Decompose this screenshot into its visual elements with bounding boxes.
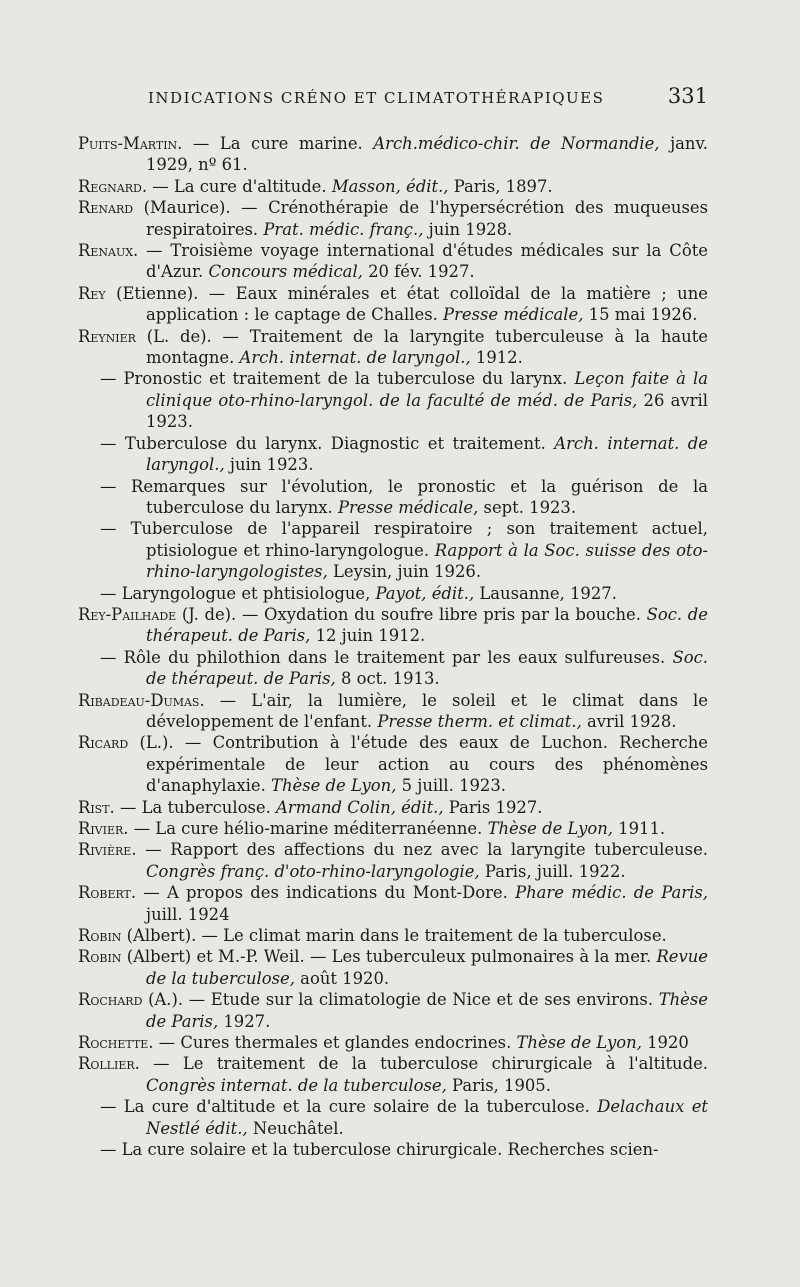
entry-details: juill. 1924 [146,904,230,924]
bibliography-entry [78,818,708,839]
entry-details: juin 1923. [224,455,314,475]
bibliography-entry [78,989,708,1032]
entry-author: Renard [78,198,134,218]
entry-details: 12 juin 1912. [310,626,426,646]
entry-source: Thèse de Paris, [146,990,708,1031]
entry-source: Payot, édit., [375,583,475,603]
entry-author: Renaux. [78,241,139,261]
entry-source: Soc. de thérapeut. de Paris, [146,647,708,689]
entry-details: 20 fév. 1927. [362,262,475,282]
entry-source: Delachaux et Nestlé édit., [146,1097,708,1138]
bibliography-entry [78,283,708,326]
entry-text: — Cures thermales et glandes endocrines. [153,1033,517,1053]
running-title: INDICATIONS CRÉNO ET CLIMATOTHÉRAPIQUES [148,89,605,107]
bibliography-entry [78,797,708,818]
entry-text: (Albert). — Le climat marin dans le traitement de la tuberculose. [121,926,667,946]
entry-author: Rist. [78,797,115,817]
entry-text: — A propos des indications du Mont-Dore. [136,883,516,903]
entry-source: Rapport à la Soc. suisse des oto-rhino-laryngologistes, [146,540,709,582]
entry-text: La cure solaire et la tuberculose chirurgicale. Recherches scien- [116,1140,659,1160]
entry-source: Presse médicale, [337,497,479,517]
entry-text: (A.). — Etude sur la climatologie de Nice et de ses environs. [142,990,659,1010]
entry-source: Soc. de thérapeut. de Paris, [146,604,708,646]
entry-details: 1927. [218,1011,271,1031]
entry-text: Pronostic et traitement de la tuberculose du larynx. [116,369,575,389]
entry-text: — La tuberculose. [114,797,277,817]
entry-details: juin 1928. [423,219,513,239]
entry-details: sept. 1923. [478,497,577,517]
bibliography-entry [78,433,708,476]
entry-details: Paris, 1897. [448,176,553,196]
entry-author: — [100,1097,117,1117]
entry-details: 8 oct. 1913. [335,669,440,689]
entry-text: Rôle du philothion dans le traitement par les eaux sulfureuses. [116,647,673,667]
bibliography-entry [78,1053,708,1096]
entry-author: Rochette. [78,1033,154,1053]
bibliography-entry [78,518,708,582]
bibliography-entry [78,946,708,989]
running-header [148,84,708,108]
entry-source: Presse therm. et climat., [377,711,582,731]
entry-author: Rochard [78,990,143,1010]
entry-details: 1920 [641,1033,689,1053]
entry-source: Thèse de Lyon, [271,776,397,796]
entry-details: Paris 1927. [443,797,543,817]
entry-details: 15 mai 1926. [583,305,698,325]
bibliography-entry [78,1139,708,1160]
bibliography-entry [78,476,708,519]
bibliography-entry [78,368,708,432]
bibliography-entry [78,690,708,733]
entry-author: Rey [78,283,106,303]
entry-details: Lausanne, 1927. [474,583,617,603]
entry-text: — La cure hélio-marine méditerranéenne. [128,819,488,838]
entry-details: Paris, 1905. [446,1075,551,1095]
entry-author: Puits-Martin. [78,134,183,153]
page-number: 331 [667,84,708,108]
entry-author: — [100,476,117,496]
entry-author: Regnard. [78,176,148,196]
entry-text: (Albert) et M.-P. Weil. — Les tuberculeux pulmonaires à la mer. [121,947,657,967]
bibliography-entry [78,604,708,647]
entry-details: Leysin, juin 1926. [327,562,482,582]
entry-details: Neuchâtel. [247,1118,344,1138]
entry-source: Arch.médico-chir. de Normandie, [373,134,660,153]
entry-details: 1911. [612,819,666,838]
entry-source: Thèse de Lyon, [487,819,613,838]
bibliography-entry [78,176,708,197]
entry-text: — La cure d'altitude. [147,176,332,196]
bibliography-entry [78,1032,708,1053]
entry-author: Rivière. [78,840,137,860]
entry-source: Arch. internat. de laryngol., [239,348,471,368]
entry-details: avril 1928. [581,711,677,731]
entry-author: Robert. [78,883,137,903]
entry-text: (L. de). — Traitement de la laryngite tuberculeuse à la haute montagne. [135,326,708,368]
entry-details: 5 juill. 1923. [396,776,506,796]
entry-text: — Le traitement de la tuberculose chirurgicale à l'altitude. [139,1054,708,1074]
bibliography-entry [78,647,708,690]
bibliography-entry [78,197,708,240]
entry-source: Armand Colin, édit., [276,797,444,817]
entry-details: Paris, juill. 1922. [479,861,626,881]
bibliography-entry [78,326,708,369]
entry-details: janv. 1929, nº 61. [146,134,709,175]
entry-text: — Rapport des affections du nez avec la laryngite tuberculeuse. [136,840,708,860]
bibliography-entry [78,882,708,925]
entry-text: (Etienne). — Eaux minérales et état colloïdal de la matière ; une application : le captage de Challes. [105,283,708,325]
entry-text: Laryngologue et phtisiologue, [116,583,376,603]
entry-source: Prat. médic. franç., [263,219,424,239]
entry-text: La cure d'altitude et la cure solaire de la tuberculose. [116,1097,598,1117]
entry-text: — La cure marine. [182,134,374,153]
entry-source: Masson, édit., [331,176,449,196]
bibliography-entry [78,839,708,882]
entry-author: — [100,1140,117,1160]
bibliography-entry [78,133,708,176]
entry-author: Reynier [78,326,136,346]
entry-author: — [100,519,117,539]
entry-source: Presse médicale, [443,305,584,325]
entry-author: Rollier. [78,1054,140,1074]
entry-author: Ribadeau-Dumas. [78,690,205,710]
bibliography-entry [78,240,708,283]
entry-text: — Troisième voyage international d'études médicales sur la Côte d'Azur. [138,241,708,282]
entry-author: — [100,647,117,667]
entry-author: Robin [78,947,122,967]
entry-source: Phare médic. de Paris, [515,883,708,903]
entry-source: Concours médical, [208,262,363,282]
entry-source: Congrès franç. d'oto-rhino-laryngologie, [146,861,480,881]
bibliography-entry [78,732,708,796]
entry-author: Ricard [78,733,129,753]
entry-text: — L'air, la lumière, le soleil et le climat dans le développement de l'enfant. [146,690,708,731]
entry-source: Leçon faite à la clinique oto-rhino-laryngol. de la faculté de méd. de Paris, [146,369,708,410]
bibliography-list [78,133,708,1161]
entry-text: Remarques sur l'évolution, le pronostic et la guérison de la tuberculose du larynx. [116,476,708,517]
entry-text: (Maurice). — Crénothérapie de l'hypersécrétion des muqueuses respiratoires. [133,198,708,239]
entry-source: Congrès internat. de la tuberculose, [146,1075,447,1095]
entry-text: Tuberculose de l'appareil respiratoire ; son traitement actuel, ptisiologue et rhino-laryngologue. [116,519,708,560]
bibliography-entry [78,925,708,946]
entry-author: Rivier. [78,819,129,838]
entry-author: — [100,369,117,389]
entry-details: août 1920. [294,968,390,988]
entry-source: Thèse de Lyon, [516,1033,642,1053]
entry-source: Revue de la tuberculose, [146,947,708,988]
entry-author: — [100,433,117,453]
entry-text: (J. de). — Oxydation du soufre libre pris par la bouche. [176,604,647,624]
entry-author: Robin [78,926,122,946]
entry-author: — [100,583,117,603]
entry-details: 26 avril 1923. [146,390,708,432]
bibliography-entry [78,583,708,604]
entry-source: Arch. internat. de laryngol., [146,433,708,475]
entry-details: 1912. [470,348,523,368]
entry-text: Tuberculose du larynx. Diagnostic et traitement. [116,433,555,453]
entry-author: Rey-Pailhade [78,604,177,624]
bibliography-entry [78,1096,708,1139]
entry-text: (L.). — Contribution à l'étude des eaux de Luchon. Recherche expérimentale de leur action au cours des phénomènes d'anaphylaxie. [128,733,708,796]
